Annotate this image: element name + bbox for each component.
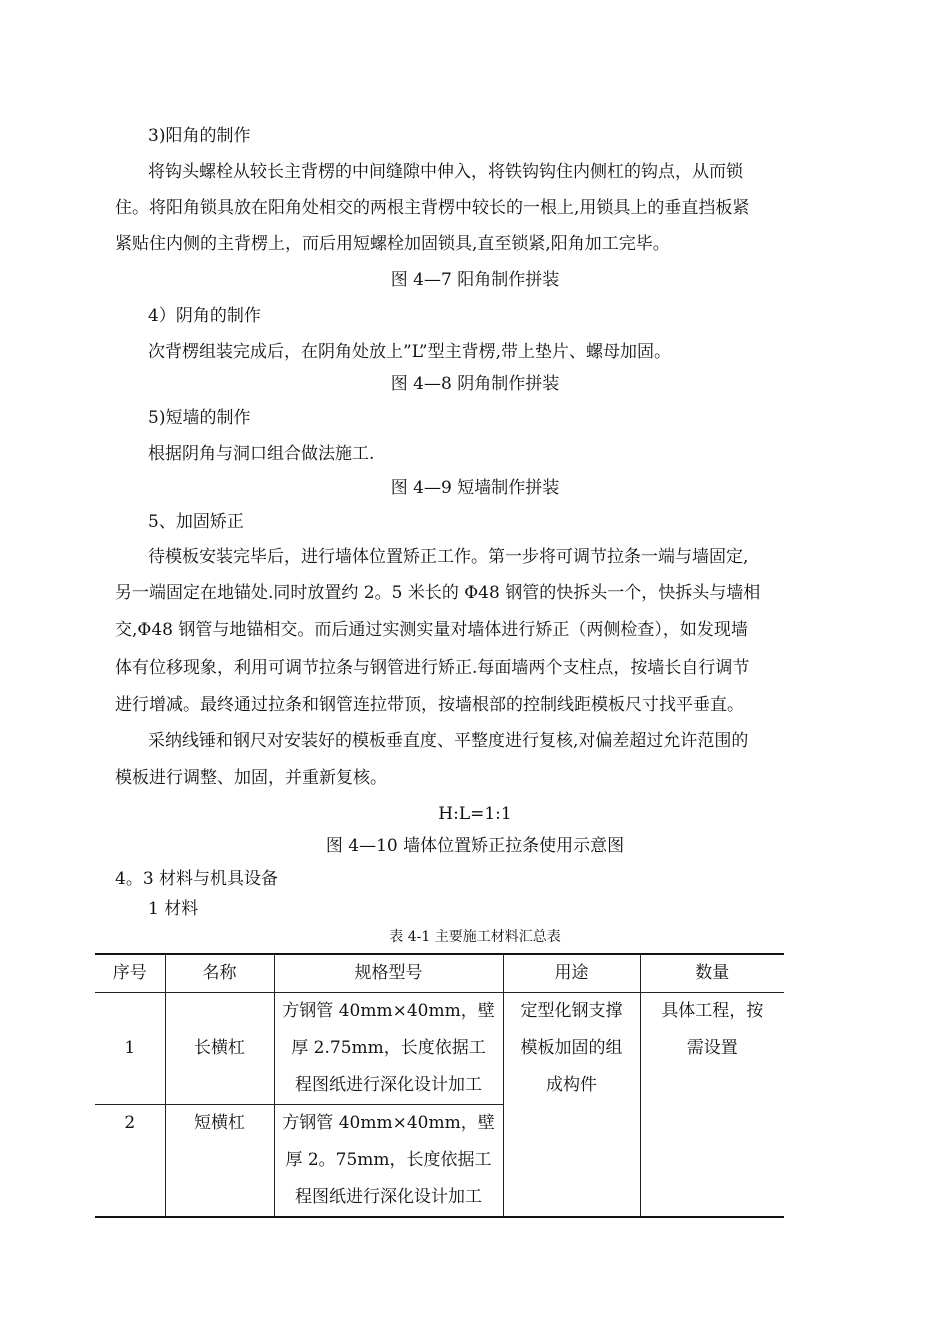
header-spec: 规格型号 <box>274 954 503 993</box>
figure-caption-4-8: 图 4—8 阴角制作拼装 <box>390 374 560 394</box>
usage-line: 定型化钢支撑 <box>520 1001 623 1021</box>
cell-name: 长横杠 <box>165 993 274 1105</box>
cell-name: 短横杠 <box>165 1105 274 1218</box>
paragraph-line: 交,Φ48 钢管与地锚相交。而后通过实测实量对墙体进行矫正（两侧检查），如发现墙 <box>115 620 748 640</box>
paragraph-line: 根据阴角与洞口组合做法施工. <box>148 444 375 464</box>
table-caption: 表 4-1 主要施工材料汇总表 <box>389 929 561 945</box>
cell-no: 2 <box>95 1105 165 1218</box>
spec-line: 方钢管 40mm×40mm，壁 <box>282 1001 495 1021</box>
heading-yin-corner: 4）阴角的制作 <box>148 306 261 326</box>
header-quantity: 数量 <box>640 954 784 993</box>
paragraph-line: 待模板安装完毕后，进行墙体位置矫正工作。第一步将可调节拉条一端与墙固定, <box>148 547 749 567</box>
table-row <box>95 993 784 1105</box>
heading-reinforce: 5、加固矫正 <box>148 512 244 532</box>
spec-line: 方钢管 40mm×40mm，壁 <box>282 1113 495 1133</box>
spec-line: 厚 2。75mm，长度依据工 <box>285 1150 492 1170</box>
quantity-line: 需设置 <box>686 1038 738 1058</box>
spec-line: 厚 2.75mm，长度依据工 <box>291 1038 486 1058</box>
header-no: 序号 <box>95 954 165 993</box>
table-header-row <box>95 954 784 993</box>
header-usage: 用途 <box>503 954 640 993</box>
ratio-label: H:L=1:1 <box>438 804 512 824</box>
figure-caption-4-9: 图 4—9 短墙制作拼装 <box>390 478 560 498</box>
spec-line: 程图纸进行深化设计加工 <box>295 1187 482 1207</box>
materials-table <box>95 953 784 1218</box>
paragraph-line: 体有位移现象，利用可调节拉条与钢管进行矫正.每面墙两个支柱点，按墙长自行调节 <box>115 658 750 678</box>
cell-spec <box>274 1105 503 1218</box>
usage-line: 模板加固的组 <box>520 1038 623 1058</box>
paragraph-line: 模板进行调整、加固，并重新复核。 <box>115 768 387 788</box>
paragraph-line: 住。将阳角锁具放在阳角处相交的两根主背楞中较长的一根上,用锁具上的垂直挡板紧 <box>115 198 750 218</box>
paragraph-line: 紧贴住内侧的主背楞上，而后用短螺栓加固锁具,直至锁紧,阳角加工完毕。 <box>115 234 670 254</box>
header-name: 名称 <box>165 954 274 993</box>
heading-short-wall: 5)短墙的制作 <box>148 408 251 428</box>
paragraph-line: 将钩头螺栓从较长主背楞的中间缝隙中伸入，将铁钩钩住内侧杠的钩点，从而锁 <box>148 162 743 182</box>
subheading-materials: 1 材料 <box>148 899 199 919</box>
quantity-line: 具体工程，按 <box>661 1001 764 1021</box>
paragraph-line: 另一端固定在地锚处.同时放置约 2。5 米长的 Φ48 钢管的快拆头一个，快拆头与墙相 <box>115 583 761 603</box>
spec-line: 程图纸进行深化设计加工 <box>295 1075 482 1095</box>
figure-caption-4-10: 图 4—10 墙体位置矫正拉条使用示意图 <box>325 836 625 856</box>
paragraph-line: 进行增减。最终通过拉条和钢管连拉带顶，按墙根部的控制线距模板尺寸找平垂直。 <box>115 695 744 715</box>
section-heading-4-3: 4。3 材料与机具设备 <box>115 869 279 889</box>
usage-line: 成构件 <box>546 1075 597 1095</box>
cell-no: 1 <box>95 993 165 1105</box>
cell-spec <box>274 993 503 1105</box>
cell-quantity <box>640 993 784 1218</box>
paragraph-line: 次背楞组装完成后，在阴角处放上”L”型主背楞,带上垫片、螺母加固。 <box>148 342 671 362</box>
figure-caption-4-7: 图 4—7 阳角制作拼装 <box>390 270 560 290</box>
heading-yang-corner: 3)阳角的制作 <box>148 126 251 146</box>
paragraph-line: 采纳线锤和钢尺对安装好的模板垂直度、平整度进行复核,对偏差超过允许范围的 <box>148 731 749 751</box>
cell-usage <box>503 993 640 1218</box>
